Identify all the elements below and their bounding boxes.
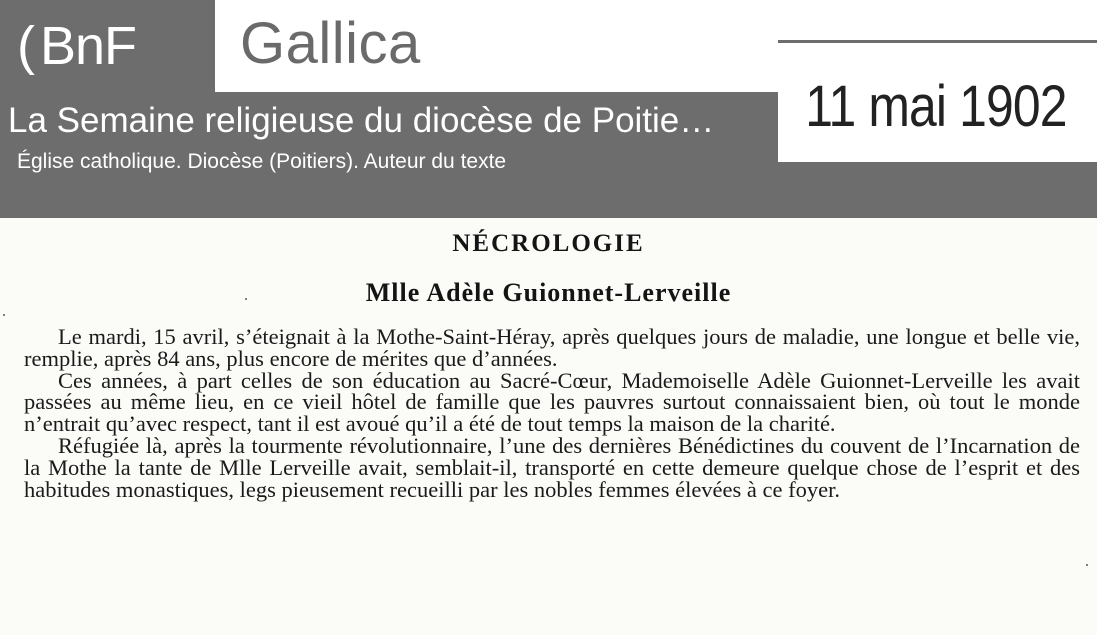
gallica-header — [0, 0, 1097, 218]
subject-heading: Mlle Adèle Guionnet-Lerveille — [365, 278, 732, 307]
bnf-logo-mark: ( — [17, 16, 34, 76]
document-scan — [0, 218, 1097, 635]
section-heading: NÉCROLOGIE — [452, 230, 645, 257]
publication-title[interactable]: La Semaine religieuse du diocèse de Poitie… — [8, 101, 715, 140]
publication-author[interactable]: Église catholique. Diocèse (Poitiers). Auteur du texte — [17, 150, 507, 173]
gallica-site-title[interactable]: Gallica — [240, 11, 421, 76]
paragraph: Ces années, à part celles de son éducation au Sacré-Cœur, Mademoiselle Adèle Guionnet-Lerveille les avait passées au même lieu, en ce vieil hôtel de famille que les pauvres surtout connaissaient bien, où tout le monde n’entrait qu’avec respect, tant il est avoué qu’il a été de tout temps la maison de la charité. — [24, 367, 1080, 437]
scan-speck — [1086, 564, 1088, 566]
scan-speck — [3, 314, 5, 316]
paragraph: Le mardi, 15 avril, s’éteignait à la Mothe-Saint-Héray, après quelques jours de maladie, une longue et belle vie, remplie, après 84 ans, plus encore de mérites que d’années. — [24, 324, 1080, 371]
bnf-logo-text: BnF — [39, 16, 137, 76]
paragraph: Réfugiée là, après la tourmente révolutionnaire, l’une des dernières Bénédictines du couvent de l’Incarnation de la Mothe la tante de Mlle Lerveille avait, semblait-il, transporté en cette demeure quelque chose de l’esprit et des habitudes monastiques, legs pieusement recueilli par les nobles femmes élevées à ce foyer. — [24, 432, 1080, 502]
scan-speck — [245, 298, 247, 300]
issue-date: 11 mai 1902 — [805, 74, 1067, 139]
bnf-logo[interactable] — [0, 0, 215, 92]
document-body — [24, 326, 1080, 500]
issue-date-box — [778, 40, 1097, 162]
